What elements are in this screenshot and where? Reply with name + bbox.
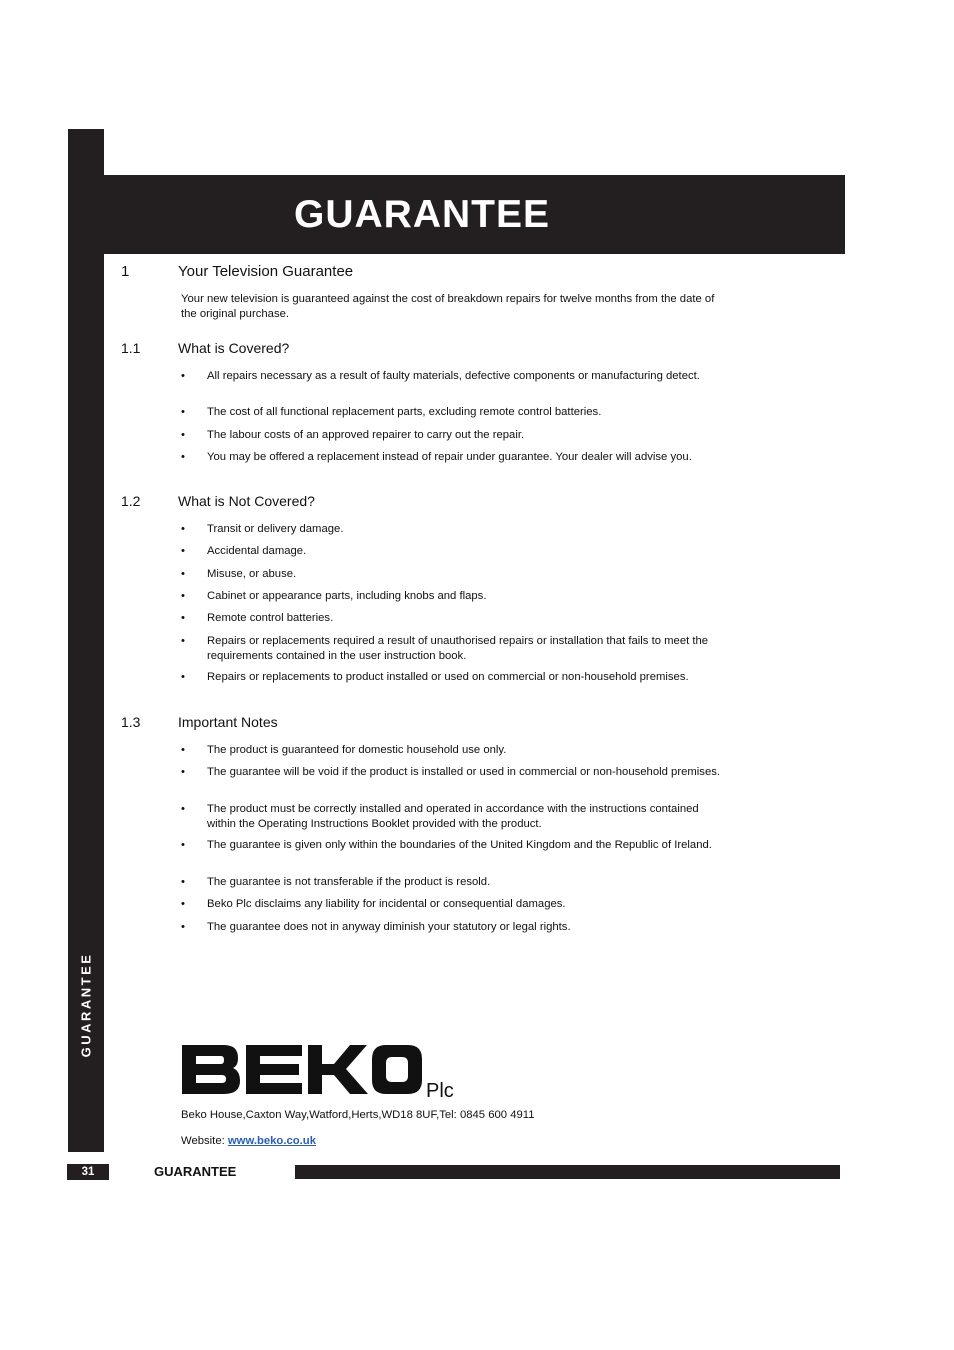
bullet-icon: •	[181, 803, 185, 815]
section-title: What is Not Covered?	[178, 493, 315, 509]
bullet-icon: •	[181, 523, 185, 535]
bullet-icon: •	[181, 429, 185, 441]
bullet-icon: •	[181, 921, 185, 933]
section-title: Important Notes	[178, 714, 278, 730]
bullet-icon: •	[181, 898, 185, 910]
bullet-icon: •	[181, 839, 185, 851]
bullet-icon: •	[181, 451, 185, 463]
bullet-icon: •	[181, 876, 185, 888]
bullet-icon: •	[181, 671, 185, 683]
section-title: What is Covered?	[178, 340, 290, 356]
section-title: Your Television Guarantee	[178, 263, 354, 280]
section-number: 1.1	[121, 340, 141, 356]
bullet-icon: •	[181, 370, 185, 382]
section-number: 1.3	[121, 714, 141, 730]
footer-bar	[295, 1165, 840, 1179]
page-title: GUARANTEE	[294, 193, 551, 236]
title-band	[104, 175, 845, 254]
section-1-body: Your new television is guaranteed against the cost of breakdown repairs for twelve months from the date of the original purchase.	[181, 293, 715, 320]
contact-website	[181, 1135, 316, 1147]
website-link[interactable]: www.beko.co.uk	[227, 1135, 316, 1147]
bullet-icon: •	[181, 635, 185, 647]
beko-logo	[182, 1042, 462, 1105]
bullet-icon: •	[181, 406, 185, 418]
svg-text:Plc: Plc	[426, 1080, 454, 1100]
side-label: GUARANTEE	[78, 952, 94, 1058]
website-label: Website:	[181, 1135, 228, 1147]
contact-address: Beko House,Caxton Way,Watford,Herts,WD18 8UF,Tel: 0845 600 4911	[181, 1109, 535, 1121]
page-number: 31	[67, 1164, 109, 1180]
bullet-icon: •	[181, 590, 185, 602]
bullet-icon: •	[181, 545, 185, 557]
section-number: 1	[121, 263, 130, 280]
footer-label: GUARANTEE	[154, 1164, 237, 1179]
bullet-icon: •	[181, 766, 185, 778]
bullet-icon: •	[181, 568, 185, 580]
bullet-icon: •	[181, 744, 185, 756]
section-number: 1.2	[121, 493, 141, 509]
bullet-icon: •	[181, 612, 185, 624]
